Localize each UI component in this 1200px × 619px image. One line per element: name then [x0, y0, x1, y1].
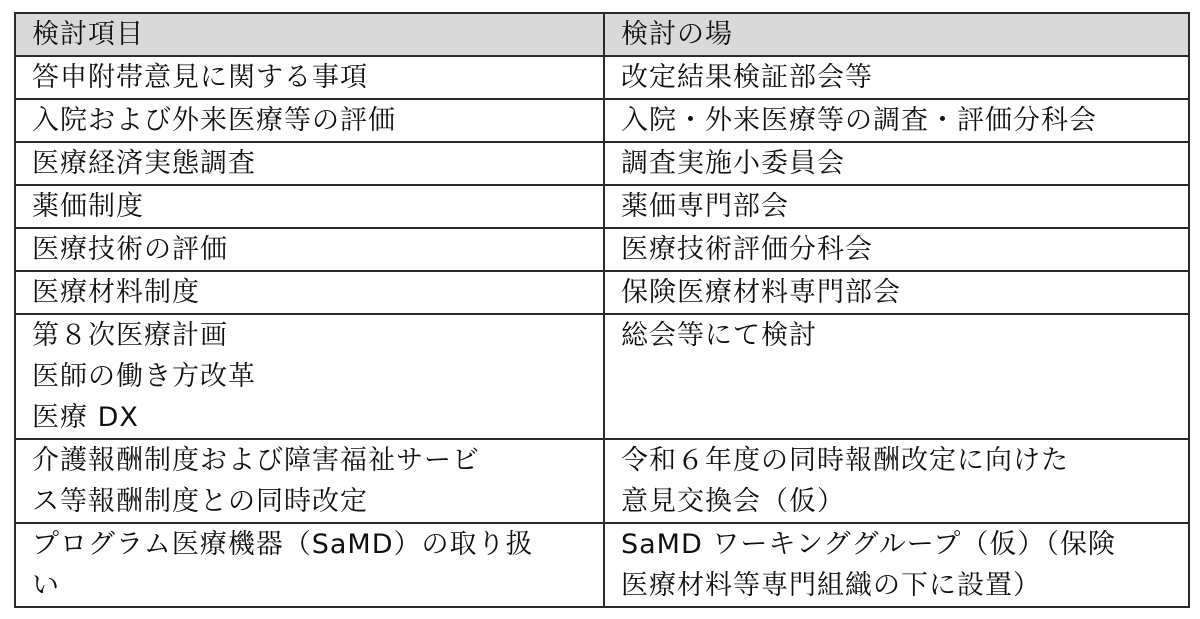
item-line: 医師の働き方改革 — [32, 361, 256, 392]
header-venue: 検討の場 — [604, 13, 1189, 56]
venue-cell — [604, 142, 1189, 185]
table-row — [15, 185, 1189, 228]
venue-cell — [604, 523, 1189, 607]
venue-line: SaMD ワーキンググループ（仮）（保険 — [621, 529, 1116, 560]
item-line: プログラム医療機器（SaMD）の取り扱 — [32, 529, 534, 560]
venue-line: 保険医療材料専門部会 — [621, 277, 901, 308]
venue-line: 入院・外来医療等の調査・評価分科会 — [621, 105, 1097, 136]
table-row — [15, 314, 1189, 439]
item-line: 薬価制度 — [32, 191, 144, 222]
item-cell — [15, 523, 604, 607]
item-cell — [15, 271, 604, 314]
venue-line: 総会等にて検討 — [621, 320, 817, 351]
item-cell — [15, 99, 604, 142]
header-row — [15, 13, 1189, 56]
venue-line: 医療技術評価分科会 — [621, 234, 873, 265]
item-cell — [15, 314, 604, 439]
venue-line: 医療材料等専門組織の下に設置） — [621, 570, 1041, 601]
table-row — [15, 523, 1189, 607]
venue-line: 改定結果検証部会等 — [621, 62, 873, 93]
item-line: 医療材料制度 — [32, 277, 200, 308]
item-cell — [15, 439, 604, 523]
venue-line: 調査実施小委員会 — [621, 148, 845, 179]
item-line: 医療経済実態調査 — [32, 148, 256, 179]
venue-cell — [604, 439, 1189, 523]
venue-cell — [604, 56, 1189, 99]
item-cell — [15, 142, 604, 185]
venue-cell — [604, 228, 1189, 271]
table-row — [15, 439, 1189, 523]
venue-cell — [604, 99, 1189, 142]
table-row — [15, 99, 1189, 142]
item-line: い — [32, 570, 60, 601]
venue-line: 令和６年度の同時報酬改定に向けた — [621, 445, 1069, 476]
table-row — [15, 228, 1189, 271]
review-table — [14, 12, 1190, 608]
item-cell — [15, 56, 604, 99]
item-line: ス等報酬制度との同時改定 — [32, 486, 368, 517]
venue-line: 薬価専門部会 — [621, 191, 789, 222]
item-line: 医療技術の評価 — [32, 234, 228, 265]
table-row — [15, 56, 1189, 99]
venue-cell — [604, 314, 1189, 439]
item-cell — [15, 228, 604, 271]
item-cell — [15, 185, 604, 228]
table-row — [15, 142, 1189, 185]
venue-cell — [604, 185, 1189, 228]
item-line: 第８次医療計画 — [32, 320, 228, 351]
item-line: 医療 DX — [32, 402, 139, 433]
item-line: 答申附帯意見に関する事項 — [32, 62, 368, 93]
venue-cell — [604, 271, 1189, 314]
item-line: 入院および外来医療等の評価 — [32, 105, 396, 136]
header-item: 検討項目 — [15, 13, 604, 56]
table-row — [15, 271, 1189, 314]
venue-line: 意見交換会（仮） — [621, 486, 845, 517]
item-line: 介護報酬制度および障害福祉サービ — [32, 445, 480, 476]
